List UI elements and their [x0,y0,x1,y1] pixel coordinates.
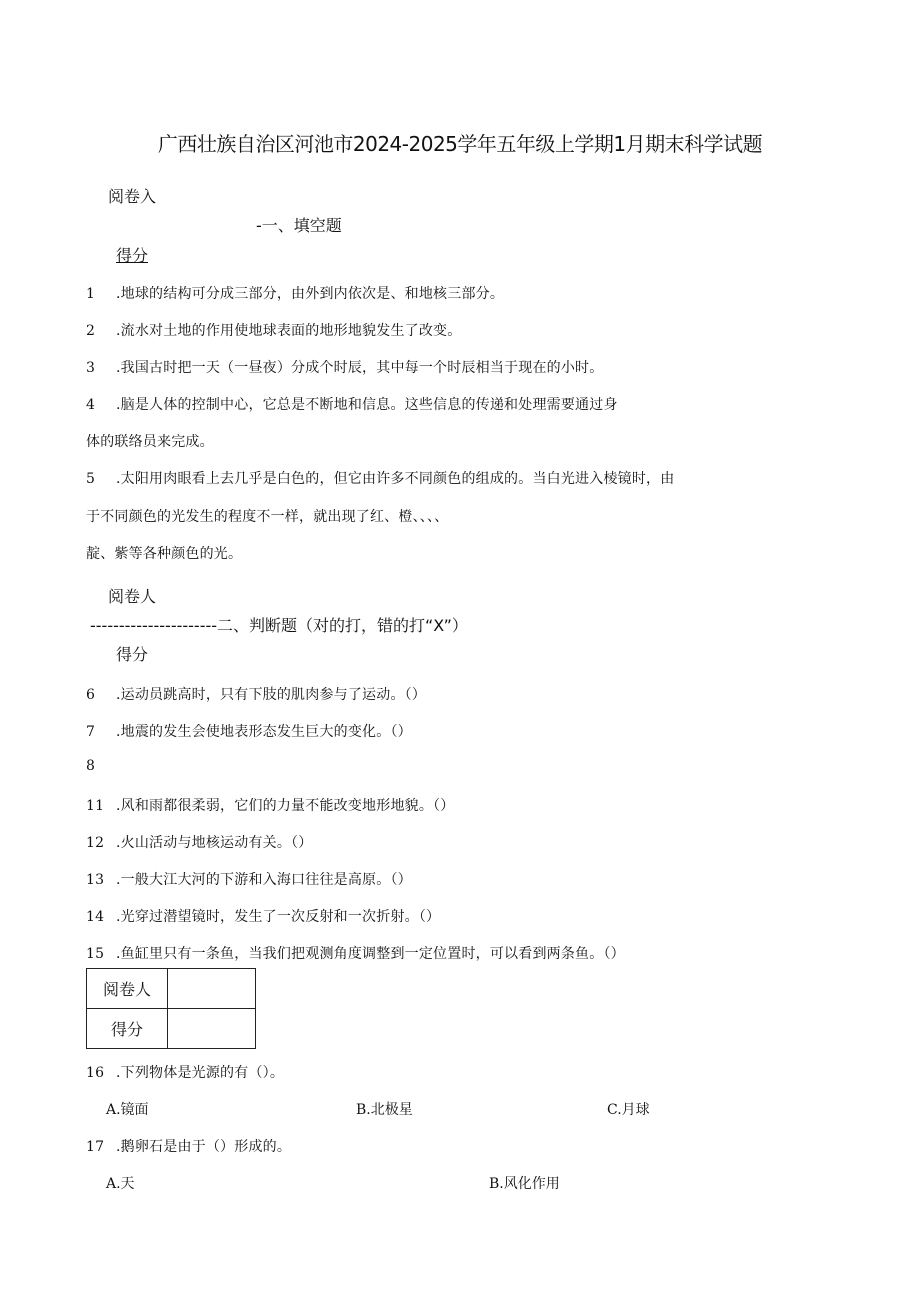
question-4 [86,394,618,414]
question-5-continued: 于不同颜色的光发生的程度不一样，就出现了红、橙、、、、 [86,509,449,525]
question-number: 5 [86,471,96,487]
question-text: .太阳用肉眼看上去几乎是白色的，但它由许多不同颜色的组成的。当白光进入棱镜时，由 [116,471,675,487]
question-text: .风和雨都很柔弱，它们的力量不能改变地形地貌。（） [116,798,455,814]
question-text: .运动员跳高时，只有下肢的肌肉参与了运动。（） [116,687,427,703]
question-number: 1 [86,286,96,302]
question-5-continued-2: 靛、紫等各种颜色的光。 [86,546,243,562]
question-text: .我国古时把一天（一昼夜）分成个时辰，其中每一个时辰相当于现在的小时。 [116,360,604,376]
question-text: .地震的发生会使地表形态发生巨大的变化。（） [116,724,412,740]
question-number: 14 [86,909,105,925]
question-number: 7 [86,724,96,740]
question-15 [86,943,625,963]
reviewer-label-1: 阅卷入 [108,187,157,206]
option-16-b: B.北极星 [356,1102,413,1118]
option-17-a: A.天 [106,1176,135,1192]
score-label-2: 得分 [116,645,149,664]
section-title-true-false: ----------------------二、判断题（对的打，错的打“X”） [90,616,468,635]
question-13 [86,869,412,889]
question-8 [86,758,116,774]
question-text: .下列物体是光源的有（）。 [116,1065,285,1081]
question-number: 4 [86,397,96,413]
question-text: .鹅卵石是由于（）形成的。 [116,1139,292,1155]
question-text: .地球的结构可分成三部分，由外到内依次是、和地核三部分。 [116,286,505,302]
question-17 [86,1136,291,1156]
reviewer-label-2: 阅卷人 [108,587,157,606]
question-1 [86,283,504,303]
question-5 [86,468,674,488]
reviewer-cell [168,969,256,1009]
option-16-c: C.月球 [607,1102,650,1118]
question-text: .火山活动与地核运动有关。（） [116,835,313,851]
score-label-1: 得分 [116,246,149,265]
question-number: 2 [86,323,96,339]
question-6 [86,684,426,704]
question-7 [86,721,412,741]
section-title-fill-blank: -一、填空题 [256,216,342,235]
question-number: 15 [86,946,105,962]
question-4-continued: 体的联络员来完成。 [86,434,214,450]
question-14 [86,906,440,926]
question-number: 8 [86,758,96,774]
question-number: 17 [86,1139,105,1155]
question-number: 12 [86,835,105,851]
question-3 [86,357,603,377]
question-16 [86,1062,284,1082]
question-12 [86,832,312,852]
question-text: .鱼缸里只有一条鱼，当我们把观测角度调整到一定位置时，可以看到两条鱼。（） [116,946,625,962]
option-16-a: A.镜面 [106,1102,149,1118]
option-17-b: B.风化作用 [489,1176,560,1192]
question-text: .光穿过潜望镜时，发生了一次反射和一次折射。（） [116,909,441,925]
question-11 [86,795,454,815]
question-text: .一般大江大河的下游和入海口往往是高原。（） [116,872,412,888]
question-text: .脑是人体的控制中心，它总是不断地和信息。这些信息的传递和处理需要通过身 [116,397,618,413]
question-number: 13 [86,872,105,888]
question-2 [86,320,461,340]
question-text: .流水对土地的作用使地球表面的地形地貌发生了改变。 [116,323,462,339]
question-number: 11 [86,798,105,814]
question-number: 16 [86,1065,105,1081]
score-cell [168,1009,256,1049]
question-number: 6 [86,687,96,703]
question-number: 3 [86,360,96,376]
score-label-3: 得分 [87,1009,168,1049]
reviewer-label-3: 阅卷人 [87,969,168,1009]
score-box [86,968,256,1049]
page-title: 广西壮族自治区河池市2024-2025学年五年级上学期1月期末科学试题 [157,132,763,156]
